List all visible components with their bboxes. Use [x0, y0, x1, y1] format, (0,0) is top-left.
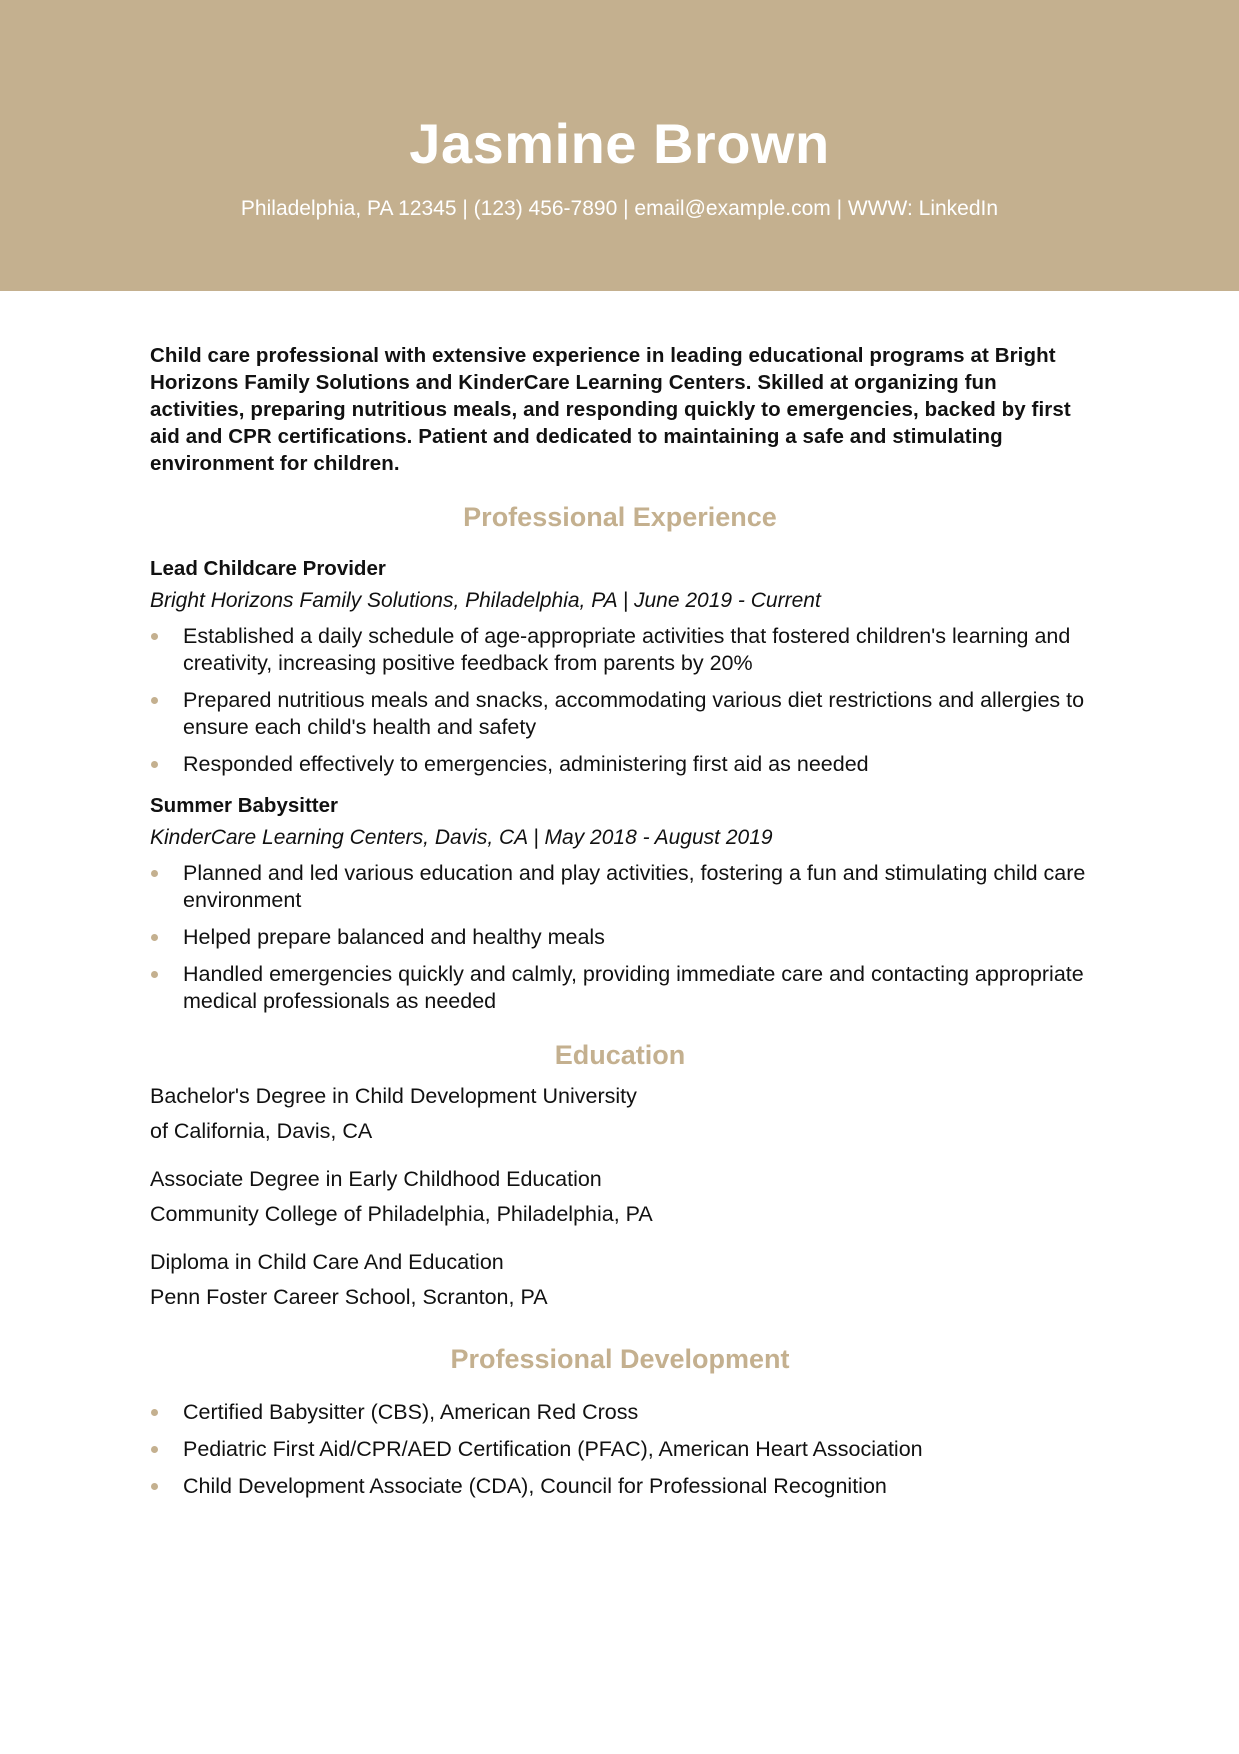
education-school: of California, Davis, CA [150, 1119, 373, 1143]
bullet-icon [151, 870, 158, 877]
bullet-text: Prepared nutritious meals and snacks, accommodating various diet restrictions and allergies to ensure each child's health and safety [183, 688, 1085, 739]
education-list [150, 1079, 1090, 1315]
education-degree: Associate Degree in Early Childhood Education [150, 1167, 602, 1191]
section-title-development: Professional Development [450, 1344, 790, 1374]
education-school: Community College of Philadelphia, Philadelphia, PA [150, 1202, 653, 1226]
education-item [150, 1079, 1090, 1149]
section-title-experience: Professional Experience [463, 502, 777, 532]
bullet-text: Planned and led various education and play activities, fostering a fun and stimulating child care environment [183, 861, 1086, 912]
list-item [150, 1399, 1090, 1426]
job-title: Lead Childcare Provider [150, 557, 386, 580]
bullet-icon [151, 1483, 158, 1490]
bullet-icon [151, 633, 158, 640]
bullet-text: Established a daily schedule of age-appropriate activities that fostered children's learning and creativity, increasing positive feedback from parents by 20% [183, 624, 1071, 675]
education-item [150, 1162, 1090, 1232]
job-entry [150, 555, 1090, 778]
job-bullets [150, 860, 1090, 1015]
list-item [150, 924, 1090, 951]
bullet-icon [151, 1446, 158, 1453]
bullet-text: Pediatric First Aid/CPR/AED Certification (PFAC), American Heart Association [183, 1437, 923, 1461]
development-list [150, 1399, 1090, 1500]
bullet-icon [151, 1409, 158, 1416]
job-title: Summer Babysitter [150, 794, 338, 817]
job-meta: Bright Horizons Family Solutions, Philadelphia, PA | June 2019 - Current [150, 589, 821, 612]
education-degree: Diploma in Child Care And Education [150, 1250, 504, 1274]
list-item [150, 751, 1090, 778]
education-item [150, 1245, 1090, 1315]
job-meta: KinderCare Learning Centers, Davis, CA | May 2018 - August 2019 [150, 826, 773, 849]
resume-body [150, 342, 1090, 1500]
bullet-text: Handled emergencies quickly and calmly, providing immediate care and contacting appropriate medical professionals as needed [183, 962, 1084, 1013]
contact-line: Philadelphia, PA 12345 | (123) 456-7890 | email@example.com | WWW: LinkedIn [240, 197, 999, 220]
bullet-icon [151, 971, 158, 978]
list-item [150, 1436, 1090, 1463]
education-school: Penn Foster Career School, Scranton, PA [150, 1285, 548, 1309]
header-banner [0, 0, 1239, 291]
list-item [150, 1473, 1090, 1500]
list-item [150, 687, 1090, 741]
job-entry [150, 792, 1090, 1015]
list-item [150, 860, 1090, 914]
section-title-education: Education [554, 1040, 686, 1070]
bullet-icon [151, 697, 158, 704]
bullet-text: Certified Babysitter (CBS), American Red Cross [183, 1400, 639, 1424]
summary: Child care professional with extensive experience in leading educational programs at Bright Horizons Family Solutions and KinderCare Learning Centers. Skilled at organizing fun activities, preparing nutritious meals, and responding quickly to emergencies, backed by first aid and CPR certifications. Patient and dedicated to maintaining a safe and stimulating environment for children. [150, 344, 1071, 475]
job-bullets [150, 623, 1090, 778]
bullet-icon [151, 934, 158, 941]
bullet-text: Child Development Associate (CDA), Council for Professional Recognition [183, 1474, 887, 1498]
list-item [150, 961, 1090, 1015]
bullet-text: Helped prepare balanced and healthy meals [183, 925, 605, 949]
candidate-name: Jasmine Brown [409, 112, 830, 175]
list-item [150, 623, 1090, 677]
bullet-icon [151, 761, 158, 768]
education-degree: Bachelor's Degree in Child Development University [150, 1084, 637, 1108]
bullet-text: Responded effectively to emergencies, administering first aid as needed [183, 752, 869, 776]
